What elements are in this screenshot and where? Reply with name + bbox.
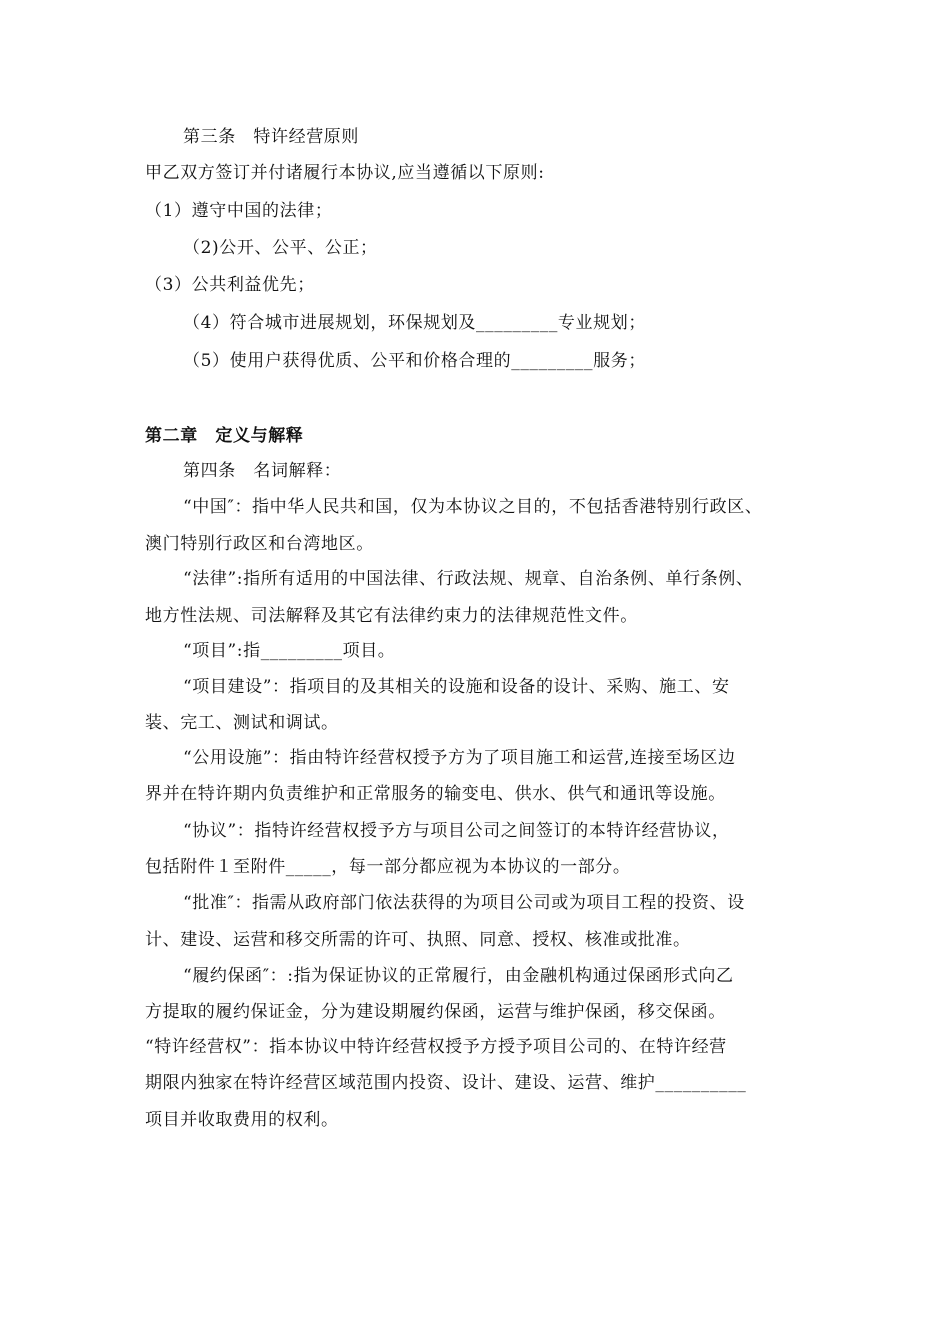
definition-line: “项目建设”：指项目的及其相关的设施和设备的设计、采购、施工、安 — [183, 677, 730, 697]
principle-item-4: （4）符合城市进展规划，环保规划及_________专业规划； — [183, 313, 646, 333]
article-3-heading: 第三条 特许经营原则 — [183, 127, 359, 147]
definition-line: “协议”：指特许经营权授予方与项目公司之间签订的本特许经营协议， — [183, 821, 730, 841]
article-3-intro: 甲乙双方签订并付诸履行本协议,应当遵循以下原则: — [145, 163, 545, 183]
principle-item-5: （5）使用户获得优质、公平和价格合理的_________服务； — [183, 351, 646, 371]
chapter-2-heading: 第二章 定义与解释 — [145, 426, 304, 446]
definition-line: “法律”:指所有适用的中国法律、行政法规、规章、自治条例、单行条例、 — [183, 569, 754, 589]
definition-line: “特许经营权”：指本协议中特许经营权授予方授予项目公司的、在特许经营 — [145, 1037, 727, 1057]
principle-item-3: （3）公共利益优先； — [145, 275, 315, 295]
principle-item-2: （2)公开、公平、公正； — [183, 238, 378, 258]
definition-line: 项目并收取费用的权利。 — [145, 1110, 339, 1130]
definition-line: 计、建设、运营和移交所需的许可、执照、同意、授权、核准或批准。 — [145, 930, 691, 950]
definition-line: 装、完工、测试和调试。 — [145, 713, 339, 733]
definition-line: 地方性法规、司法解释及其它有法律约束力的法律规范性文件。 — [145, 606, 638, 626]
definition-line: 方提取的履约保证金，分为建设期履约保函，运营与维护保函，移交保函。 — [145, 1002, 726, 1022]
definition-line: 界并在特许期内负责维护和正常服务的输变电、供水、供气和通讯等设施。 — [145, 784, 726, 804]
definition-line: “中国″：指中华人民共和国，仅为本协议之目的，不包括香港特别行政区、 — [183, 497, 763, 517]
definition-line: 澳门特别行政区和台湾地区。 — [145, 534, 374, 554]
definition-line: “项目”:指_________项目。 — [183, 641, 396, 661]
definition-line: “公用设施”：指由特许经营权授予方为了项目施工和运营,连接至场区边 — [183, 748, 736, 768]
definition-line: 期限内独家在特许经营区域范围内投资、设计、建设、运营、维护__________ — [145, 1073, 747, 1093]
definition-line: 包括附件１至附件_____，每一部分都应视为本协议的一部分。 — [145, 857, 631, 877]
definition-line: “履约保函″：:指为保证协议的正常履行，由金融机构通过保函形式向乙 — [183, 966, 734, 986]
principle-item-1: （1）遵守中国的法律； — [145, 201, 333, 221]
definition-line: “批准″：指需从政府部门依法获得的为项目公司或为项目工程的投资、设 — [183, 893, 745, 913]
article-4-heading: 第四条 名词解释： — [183, 461, 342, 481]
